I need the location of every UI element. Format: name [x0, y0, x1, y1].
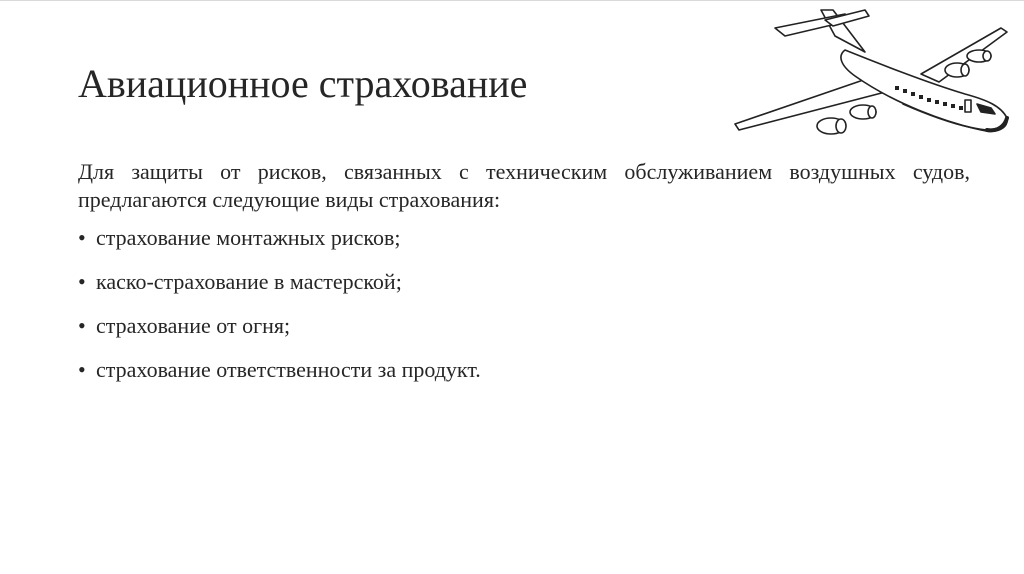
- slide-body: [78, 158, 970, 400]
- insurance-types-list: [78, 224, 970, 384]
- bullet-symbol: •: [78, 225, 86, 250]
- list-item: [78, 356, 970, 384]
- intro-paragraph: Для защиты от рисков, связанных с техническим обслуживанием воздушных судов, предлагаются следующие виды страхования:: [78, 159, 970, 212]
- list-item-text: страхование ответственности за продукт.: [96, 357, 481, 382]
- slide-title: Авиационное страхование: [78, 61, 528, 106]
- list-item: [78, 224, 970, 252]
- bullet-symbol: •: [78, 313, 86, 338]
- top-divider: [0, 0, 1024, 1]
- list-item: [78, 312, 970, 340]
- list-item-text: страхование монтажных рисков;: [96, 225, 401, 250]
- list-item: [78, 268, 970, 296]
- bullet-symbol: •: [78, 269, 86, 294]
- list-item-text: страхование от огня;: [96, 313, 291, 338]
- list-item-text: каско-страхование в мастерской;: [96, 269, 402, 294]
- airplane-icon: [725, 6, 1015, 146]
- bullet-symbol: •: [78, 357, 86, 382]
